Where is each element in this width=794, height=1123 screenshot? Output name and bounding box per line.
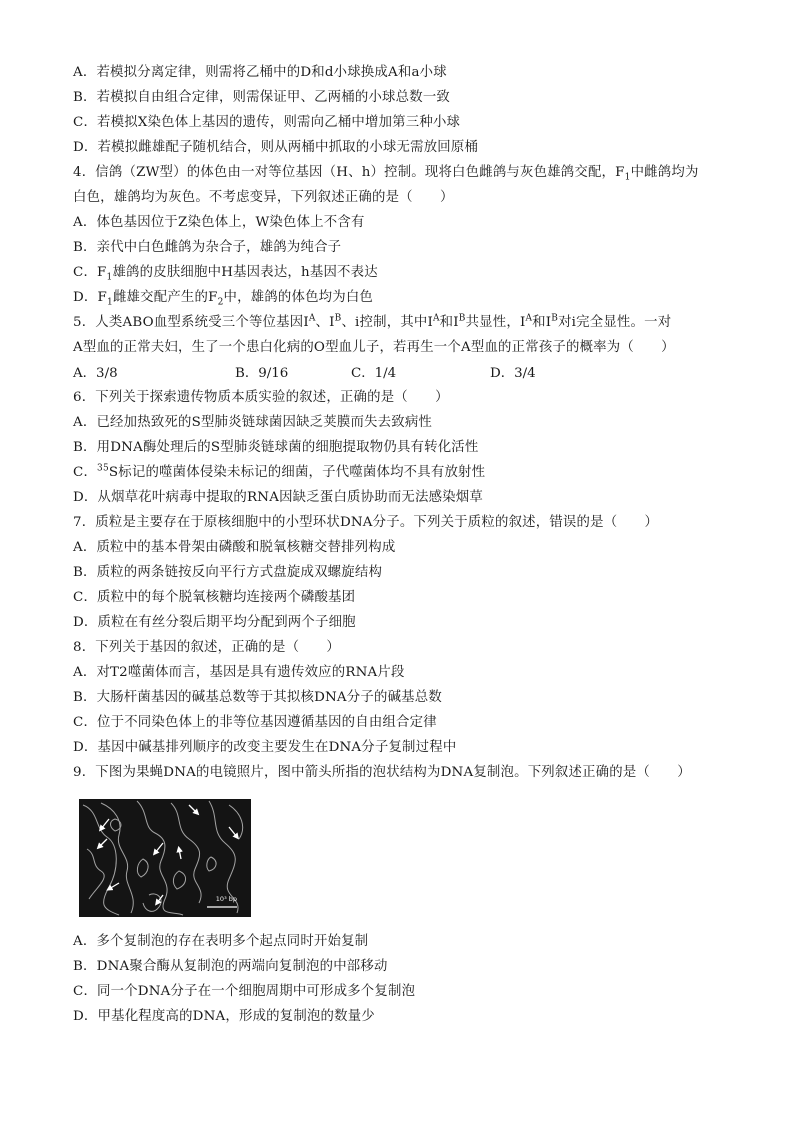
q9-option-b: B．DNA聚合酶从复制泡的两端向复制泡的中部移动 — [73, 959, 388, 974]
q5-option-c: C．1/4 — [351, 366, 397, 381]
q6-option-a: A．已经加热致死的S型肺炎链球菌因缺乏荚膜而失去致病性 — [73, 415, 433, 430]
q6-option-d: D．从烟草花叶病毒中提取的RNA因缺乏蛋白质协助而无法感染烟草 — [73, 490, 483, 505]
arrow-6 — [179, 849, 181, 859]
q4-stem-line1: 4．信鸽（ZW型）的体色由一对等位基因（H、h）控制。现将白色雌鸽与灰色雄鸽交配，$F_1$中雌鸽均为 — [73, 165, 699, 183]
q9-stem: 9．下图为果蝇DNA的电镜照片，图中箭头所指的泡状结构为DNA复制泡。下列叙述正确的是（ ） — [73, 765, 691, 780]
q4-option-b: B．亲代中白色雌鸽为杂合子，雄鸽为纯合子 — [73, 240, 342, 255]
q3-option-a: A．若模拟分离定律，则需将乙桶中的D和d小球换成A和a小球 — [73, 65, 447, 80]
q3-option-d: D．若模拟雌雄配子随机结合，则从两桶中抓取的小球无需放回原桶 — [73, 140, 479, 155]
q5-options — [73, 365, 733, 383]
q7-option-d: D．质粒在有丝分裂后期平均分配到两个子细胞 — [73, 615, 356, 630]
arrow-3 — [229, 827, 237, 837]
arrow-4 — [99, 839, 107, 847]
arrow-5 — [155, 843, 163, 853]
q8-option-d: D．基因中碱基排列顺序的改变主要发生在DNA分子复制过程中 — [73, 740, 457, 755]
scale-bar-label: 10³ bp — [215, 895, 237, 903]
q7-option-c: C．质粒中的每个脱氧核糖均连接两个磷酸基团 — [73, 590, 356, 605]
arrow-8 — [157, 895, 163, 903]
q7-option-a: A．质粒中的基本骨架由磷酸和脱氧核糖交替排列构成 — [73, 540, 396, 555]
q4-option-a: A．体色基因位于Z染色体上，W染色体上不含有 — [73, 215, 365, 230]
arrow-1 — [101, 819, 109, 829]
q9-option-c: C．同一个DNA分子在一个细胞周期中可形成多个复制泡 — [73, 984, 416, 999]
q7-stem: 7．质粒是主要存在于原核细胞中的小型环状DNA分子。下列关于质粒的叙述，错误的是（ ） — [73, 515, 659, 530]
q4-option-d: D．$F_1$雌雄交配产生的$F_2$中，雄鸽的体色均为白色 — [73, 290, 374, 308]
q5-stem-line1: 5．人类ABO血型系统受三个等位基因$I^A$、$I^B$、i控制，其中$I^A$和$I^B$共显性，$I^A$和$I^B$对i完全显性。一对 — [73, 313, 672, 330]
arrow-2 — [189, 805, 197, 813]
q8-option-a: A．对T2噬菌体而言，基因是具有遗传效应的RNA片段 — [73, 665, 405, 680]
q5-stem-line2: A型血的正常夫妇，生了一个患白化病的O型血儿子，若再生一个A型血的正常孩子的概率为（ ） — [73, 340, 675, 355]
q8-option-c: C．位于不同染色体上的非等位基因遵循基因的自由组合定律 — [73, 715, 437, 730]
q6-option-b: B．用DNA酶处理后的S型肺炎链球菌的细胞提取物仍具有转化活性 — [73, 440, 479, 455]
q7-option-b: B．质粒的两条链按反向平行方式盘旋成双螺旋结构 — [73, 565, 383, 580]
q3-option-c: C．若模拟X染色体上基因的遗传，则需向乙桶中增加第三种小球 — [73, 115, 461, 130]
q6-stem: 6．下列关于探索遗传物质本质实验的叙述，正确的是（ ） — [73, 390, 449, 405]
q6-option-c: C．$^{35}$S标记的噬菌体侵染未标记的细菌，子代噬菌体均不具有放射性 — [73, 463, 486, 480]
q5-option-a: A．3/8 — [73, 366, 118, 381]
q9-option-d: D．甲基化程度高的DNA，形成的复制泡的数量少 — [73, 1009, 375, 1024]
q9-option-a: A．多个复制泡的存在表明多个起点同时开始复制 — [73, 934, 369, 949]
q5-option-b: B．9/16 — [235, 366, 289, 381]
dna-electron-micrograph — [79, 799, 251, 917]
q4-option-c: C．$F_1$雄鸽的皮肤细胞中H基因表达，h基因不表达 — [73, 265, 378, 283]
q3-option-b: B．若模拟自由组合定律，则需保证甲、乙两桶的小球总数一致 — [73, 90, 450, 105]
q8-stem: 8．下列关于基因的叙述，正确的是（ ） — [73, 640, 340, 655]
q5-option-d: D．3/4 — [490, 366, 536, 381]
q4-stem-line2: 白色，雄鸽均为灰色。不考虑变异，下列叙述正确的是（ ） — [73, 190, 454, 205]
q8-option-b: B．大肠杆菌基因的碱基总数等于其拟核DNA分子的碱基总数 — [73, 690, 442, 705]
